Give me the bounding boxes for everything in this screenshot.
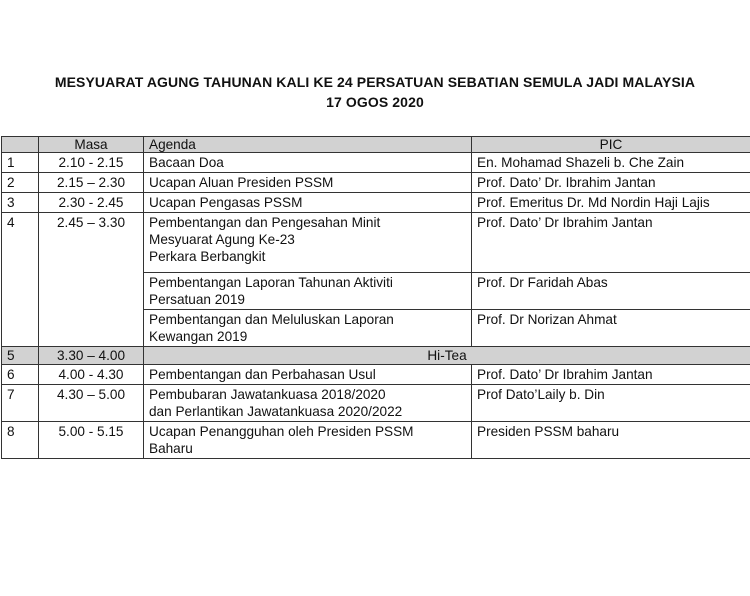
table-header-row (2, 137, 750, 153)
row-time: 2.30 - 2.45 (39, 193, 144, 213)
row-number: 7 (2, 385, 39, 422)
agenda-line: Persatuan 2019 (149, 292, 245, 307)
agenda-line: dan Perlantikan Jawatankuasa 2020/2022 (149, 404, 403, 419)
row-pic: Prof. Dato’ Dr Ibrahim Jantan (472, 365, 750, 385)
row-number (2, 310, 39, 347)
break-label: Hi-Tea (144, 347, 750, 365)
row-agenda (144, 213, 472, 273)
row-time (39, 273, 144, 310)
row-agenda: Ucapan Aluan Presiden PSSM (144, 173, 472, 193)
row-number: 3 (2, 193, 39, 213)
row-agenda: Pembentangan dan Perbahasan Usul (144, 365, 472, 385)
row-agenda (144, 385, 472, 422)
row-agenda: Ucapan Pengasas PSSM (144, 193, 472, 213)
row-time: 3.30 – 4.00 (39, 347, 144, 365)
agenda-line: Baharu (149, 441, 193, 456)
row-pic: Prof. Dato’ Dr. Ibrahim Jantan (472, 173, 750, 193)
document-title: MESYUARAT AGUNG TAHUNAN KALI KE 24 PERSATUAN SEBATIAN SEMULA JADI MALAYSIA (54, 74, 696, 90)
row-pic: Presiden PSSM baharu (472, 422, 750, 459)
table-row (2, 273, 750, 310)
agenda-line: Ucapan Penangguhan oleh Presiden PSSM (149, 424, 414, 439)
document-date: 17 OGOS 2020 (326, 94, 424, 110)
row-time: 4.00 - 4.30 (39, 365, 144, 385)
agenda-table (1, 136, 750, 459)
table-row (2, 153, 750, 173)
row-pic: Prof. Dato’ Dr Ibrahim Jantan (472, 213, 750, 273)
row-number: 6 (2, 365, 39, 385)
row-number: 1 (2, 153, 39, 173)
row-number (2, 273, 39, 310)
table-row (2, 213, 750, 273)
agenda-line: Pembentangan dan Pengesahan Minit (149, 215, 381, 230)
row-time: 2.45 – 3.30 (39, 213, 144, 273)
row-agenda (144, 273, 472, 310)
row-number: 8 (2, 422, 39, 459)
row-time: 4.30 – 5.00 (39, 385, 144, 422)
row-agenda (144, 310, 472, 347)
row-agenda (144, 422, 472, 459)
header-num (2, 137, 39, 153)
agenda-line: Pembentangan dan Meluluskan Laporan (149, 312, 394, 327)
row-pic: Prof. Dr Faridah Abas (472, 273, 750, 310)
table-row (2, 310, 750, 347)
agenda-line: Kewangan 2019 (149, 329, 248, 344)
table-row (2, 385, 750, 422)
table-row (2, 422, 750, 459)
row-pic: Prof. Emeritus Dr. Md Nordin Haji Lajis (472, 193, 750, 213)
table-row (2, 173, 750, 193)
header-agenda: Agenda (144, 137, 472, 153)
agenda-line: Pembubaran Jawatankuasa 2018/2020 (149, 387, 386, 402)
row-number: 5 (2, 347, 39, 365)
row-time: 5.00 - 5.15 (39, 422, 144, 459)
row-time: 2.10 - 2.15 (39, 153, 144, 173)
table-row (2, 193, 750, 213)
agenda-line: Pembentangan Laporan Tahunan Aktiviti (149, 275, 393, 290)
agenda-line: Mesyuarat Agung Ke-23 (149, 232, 295, 247)
header-masa: Masa (39, 137, 144, 153)
row-pic: Prof Dato’Laily b. Din (472, 385, 750, 422)
row-time: 2.15 – 2.30 (39, 173, 144, 193)
row-number: 2 (2, 173, 39, 193)
row-pic: En. Mohamad Shazeli b. Che Zain (472, 153, 750, 173)
agenda-line: Perkara Berbangkit (149, 249, 266, 264)
header-pic: PIC (472, 137, 750, 153)
row-agenda: Bacaan Doa (144, 153, 472, 173)
row-pic: Prof. Dr Norizan Ahmat (472, 310, 750, 347)
row-number: 4 (2, 213, 39, 273)
row-time (39, 310, 144, 347)
table-row (2, 365, 750, 385)
table-row-break (2, 347, 750, 365)
